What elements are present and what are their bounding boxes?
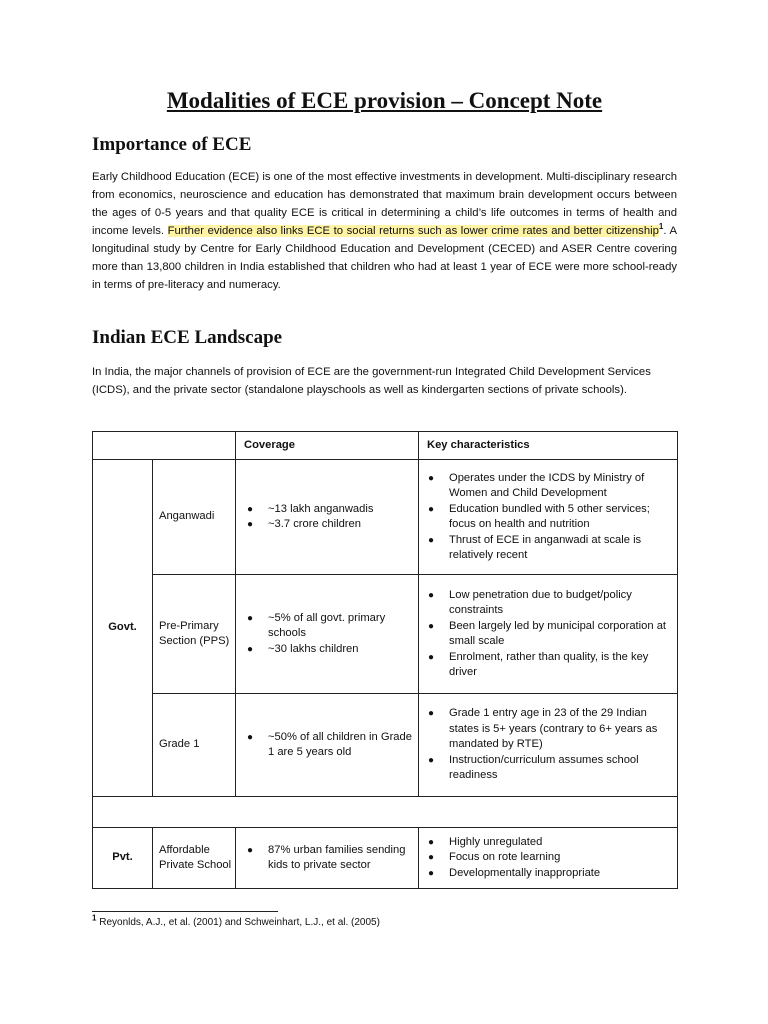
header-key-characteristics: Key characteristics [419, 432, 678, 460]
row-name: Grade 1 [153, 694, 236, 797]
govt-label: Govt. [93, 460, 153, 797]
row-name: Affordable Private School [153, 828, 236, 889]
header-coverage: Coverage [236, 432, 419, 460]
list-item: ● 87% urban families sending kids to private sector [247, 843, 406, 871]
spacer-cell [93, 797, 678, 828]
landscape-paragraph: In India, the major channels of provision of ECE are the government-run Integrated Child Development Services (ICDS), and the private sector (standalone playschools as well as kindergarten sections of private schools). [92, 366, 651, 396]
coverage-cell [236, 828, 419, 889]
list-item: ● Developmentally inappropriate [428, 866, 601, 879]
highlighted-text: Further evidence also links ECE to social returns such as lower crime rates and better citizenship [167, 225, 659, 237]
list-item: ● Thrust of ECE in anganwadi at scale is relatively recent [428, 533, 642, 561]
list-item: ● ~5% of all govt. primary schools [247, 611, 386, 640]
list-item: ● Education bundled with 5 other services; focus on health and nutrition [428, 502, 650, 530]
footnote-divider [92, 911, 278, 912]
list-item: ● Low penetration due to budget/policy constraints [428, 588, 632, 616]
table-row [93, 575, 678, 694]
list-item: ● Operates under the ICDS by Ministry of Women and Child Development [428, 471, 645, 499]
row-name: Anganwadi [153, 460, 236, 575]
list-item: ● Grade 1 entry age in 23 of the 29 Indian states is 5+ years (contrary to 6+ years as mandated by RTE) [428, 707, 658, 751]
document-title: Modalities of ECE provision – Concept Note [166, 88, 603, 113]
table-header-row [93, 432, 678, 460]
footnote-reference: 1 [658, 222, 664, 232]
list-item: ● ~3.7 crore children [247, 518, 361, 530]
list-item: ● Enrolment, rather than quality, is the key driver [428, 650, 649, 678]
table-row [93, 694, 678, 797]
list-item: ● ~50% of all children in Grade 1 are 5 years old [247, 730, 412, 758]
pvt-label: Pvt. [93, 828, 153, 889]
importance-text-1: Early Childhood Education (ECE) is one of the most effective investments in development. Multi-disciplinary research from economics, neuroscience and education has demonstrated that maximum brain development occurs between the ages of 0-5 years and that quality ECE is critical in determining a child’s life outcomes in terms of health and income levels. [92, 171, 677, 237]
coverage-cell [236, 694, 419, 797]
key-cell [419, 828, 678, 889]
table-row [93, 828, 678, 889]
coverage-cell [236, 460, 419, 575]
key-cell [419, 460, 678, 575]
list-item: ● Focus on rote learning [428, 851, 561, 864]
list-item: ● ~13 lakh anganwadis [247, 502, 374, 515]
list-item: ● Instruction/curriculum assumes school readiness [428, 753, 639, 782]
row-name: Pre-Primary Section (PPS) [153, 575, 236, 694]
list-item: ● ~30 lakhs children [247, 642, 359, 655]
header-blank [93, 432, 236, 460]
coverage-cell [236, 575, 419, 694]
list-item: ● Been largely led by municipal corporation at small scale [428, 619, 667, 647]
section-heading-importance: Importance of ECE [92, 134, 252, 155]
footnote-text: Reyonlds, A.J., et al. (2001) and Schweinhart, L.J., et al. (2005) [96, 917, 380, 928]
ece-landscape-table [92, 431, 678, 889]
key-cell [419, 575, 678, 694]
table-row [93, 460, 678, 575]
importance-text-2: . A longitudinal study by Centre for Early Childhood Education and Development (CECED) and ASER Centre covering more than 13,800 children in India established that children who had at least 1 year of ECE were more school-ready in terms of pre-literacy and numeracy. [92, 225, 677, 291]
table-spacer-row [93, 797, 678, 828]
key-cell [419, 694, 678, 797]
list-item: ● Highly unregulated [428, 835, 543, 848]
section-heading-landscape: Indian ECE Landscape [92, 327, 283, 348]
footnote [92, 913, 380, 928]
importance-paragraph [92, 168, 677, 294]
footnote-marker: 1 [92, 913, 97, 923]
